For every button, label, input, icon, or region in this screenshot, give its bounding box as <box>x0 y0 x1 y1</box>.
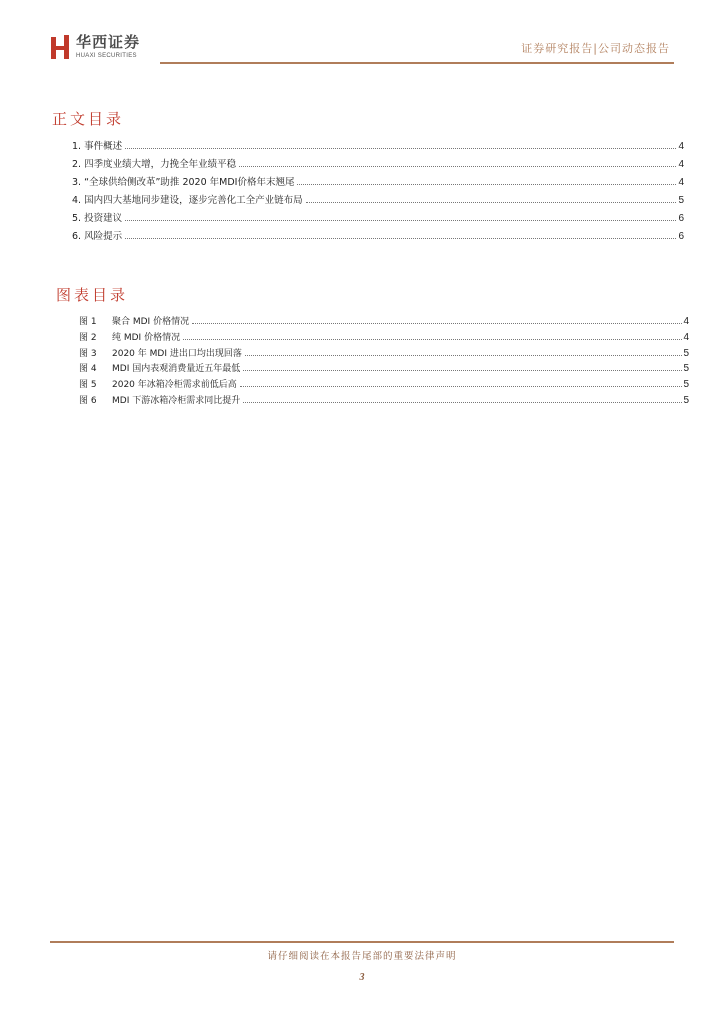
toc-entry-page: 4 <box>678 177 684 188</box>
figure-entry-page: 4 <box>683 316 689 327</box>
dot-leader <box>192 323 682 324</box>
figure-entry-page: 5 <box>683 379 689 391</box>
toc-entry[interactable] <box>72 192 684 210</box>
toc-entry[interactable] <box>72 174 684 192</box>
dot-leader <box>125 238 676 239</box>
page-number: 3 <box>359 972 365 983</box>
figure-label: 图 2 <box>79 332 97 343</box>
figure-list <box>79 314 689 409</box>
figure-entry-text: MDI 下游冰箱冷柜需求同比提升 <box>112 395 241 406</box>
logo-english-name: HUAXI SECURITIES <box>76 53 137 59</box>
figure-entry-page: 5 <box>683 394 689 406</box>
dot-leader <box>240 386 683 387</box>
toc-entry-text: 3. “全球供给侧改革”助推 2020 年MDI价格年末翘尾 <box>72 177 295 188</box>
toc-entry[interactable] <box>72 228 684 246</box>
toc-entry-text: 4. 国内四大基地同步建设，逐步完善化工全产业链布局 <box>72 195 303 206</box>
figure-label: 图 5 <box>79 380 97 391</box>
toc-entry-page: 6 <box>678 231 684 242</box>
figure-entry-text: 2020 年冰箱冷柜需求前低后高 <box>112 380 237 391</box>
figure-label: 图 1 <box>79 317 97 327</box>
report-type-label: 证券研究报告|公司动态报告 <box>521 42 670 55</box>
figure-entry-page: 4 <box>683 331 689 343</box>
figure-label: 图 4 <box>79 364 97 375</box>
toc-entry-text: 5. 投资建议 <box>72 213 123 224</box>
logo-chinese-name: 华西证券 <box>76 33 141 51</box>
toc-title: 正文目录 <box>52 110 125 128</box>
toc-entry[interactable] <box>72 156 684 174</box>
figure-entry[interactable] <box>79 393 689 409</box>
dot-leader <box>183 339 682 340</box>
dot-leader <box>125 220 676 221</box>
figure-entry[interactable] <box>79 377 689 393</box>
figure-entry[interactable] <box>79 346 689 362</box>
figures-title: 图表目录 <box>56 286 129 304</box>
toc-entry-text: 1. 事件概述 <box>72 141 123 152</box>
company-logo <box>50 34 140 60</box>
figure-entry[interactable] <box>79 361 689 377</box>
figure-label: 图 3 <box>79 348 97 359</box>
dot-leader <box>125 148 676 149</box>
dot-leader <box>239 166 676 167</box>
toc-list <box>72 138 684 246</box>
figure-entry-text: 纯 MDI 价格情况 <box>112 332 181 343</box>
figure-entry[interactable] <box>79 314 689 330</box>
legal-disclaimer-notice: 请仔细阅读在本报告尾部的重要法律声明 <box>267 951 457 962</box>
figure-entry[interactable] <box>79 330 689 346</box>
figure-entry-page: 5 <box>683 347 689 359</box>
toc-entry[interactable] <box>72 210 684 228</box>
dot-leader <box>306 202 677 203</box>
huaxi-logo-icon <box>50 34 70 60</box>
figure-label: 图 6 <box>79 395 97 406</box>
toc-entry[interactable] <box>72 138 684 156</box>
figure-entry-text: 2020 年 MDI 进出口均出现回落 <box>112 348 242 359</box>
footer-divider <box>50 941 674 943</box>
figure-entry-text: MDI 国内表观消费量近五年最低 <box>112 364 241 375</box>
toc-entry-page: 6 <box>678 213 684 224</box>
toc-entry-page: 5 <box>678 195 684 206</box>
figure-entry-page: 5 <box>683 363 689 375</box>
dot-leader <box>245 355 683 356</box>
header-divider <box>160 62 674 64</box>
toc-entry-page: 4 <box>678 141 684 152</box>
toc-entry-text: 2. 四季度业绩大增，力挽全年业绩平稳 <box>72 159 237 170</box>
toc-entry-page: 4 <box>678 159 684 170</box>
dot-leader <box>243 370 682 371</box>
dot-leader <box>297 184 676 185</box>
toc-entry-text: 6. 风险提示 <box>72 231 123 242</box>
dot-leader <box>243 402 682 403</box>
figure-entry-text: 聚合 MDI 价格情况 <box>112 317 190 327</box>
